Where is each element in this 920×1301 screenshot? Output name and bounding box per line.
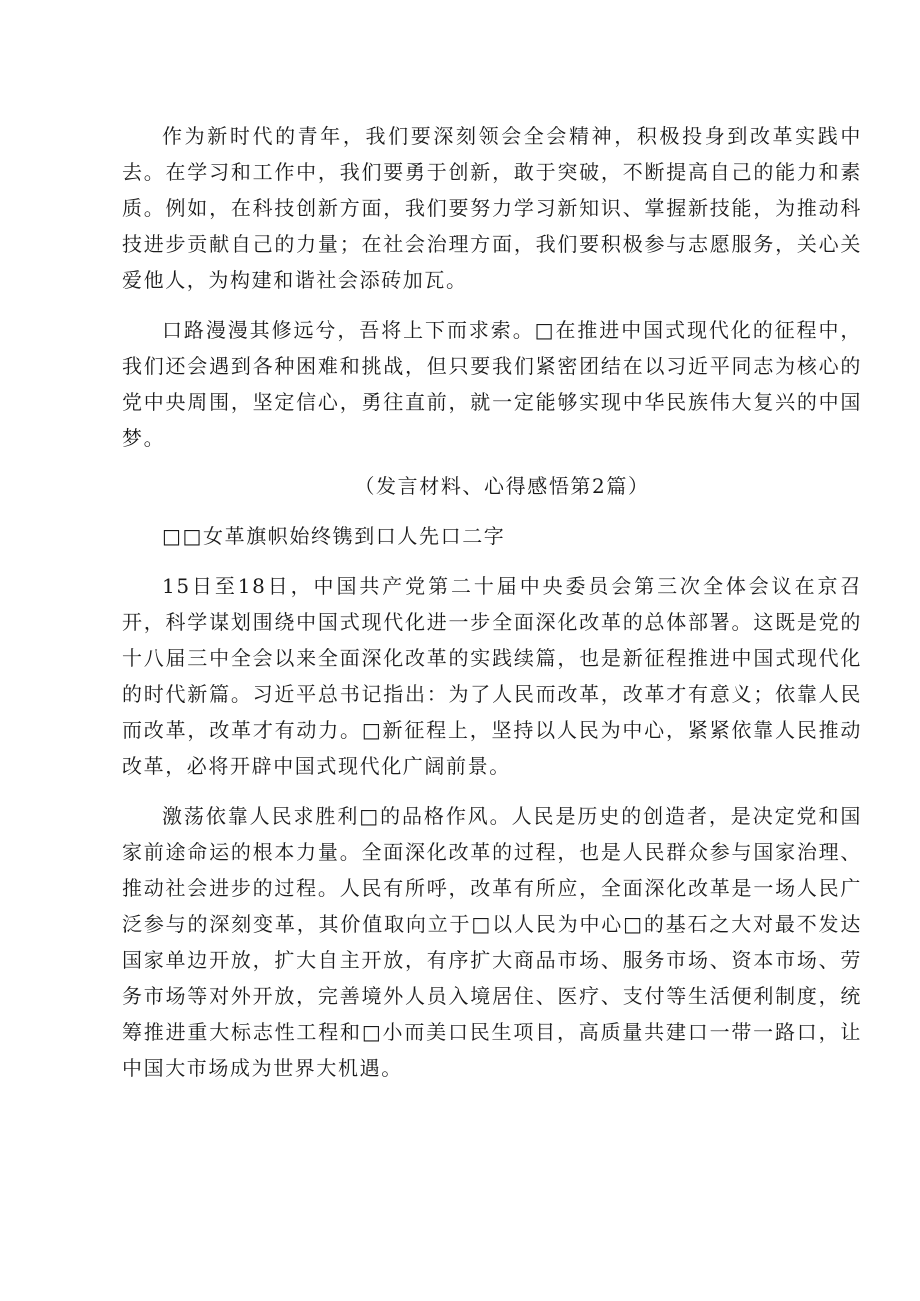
paragraph-plenary-session: 15日至18日，中国共产党第二十届中央委员会第三次全体会议在京召开，科学谋划围绕中国式现代化进一步全面深化改革的总体部署。这既是党的十八届三中全会以来全面深化改革的实践续篇，也是新征程推进中国式现代化的时代新篇。习近平总书记指出：为了人民而改革，改革才有意义；依靠人民而改革，改革才有动力。□新征程上，坚持以人民为中心，紧紧依靠人民推动改革，必将开辟中国式现代化广阔前景。 <box>122 574 862 778</box>
paragraph-long-road: 口路漫漫其修远兮，吾将上下而求索。□在推进中国式现代化的征程中，我们还会遇到各种困难和挑战，但只要我们紧密团结在以习近平同志为核心的党中央周围，坚定信心，勇往直前，就一定能够实现中华民族伟大复兴的中国梦。 <box>122 318 862 450</box>
section-subtitle: □□女革旗帜始终镌到口人先口二字 <box>162 524 506 548</box>
section-heading: （发言材料、心得感悟第2篇） <box>354 474 650 498</box>
paragraph-youth-practice: 作为新时代的青年，我们要深刻领会全会精神，积极投身到改革实践中去。在学习和工作中，我们要勇于创新，敢于突破，不断提高自己的能力和素质。例如，在科技创新方面，我们要努力学习新知识、掌握新技能，为推动科技进步贡献自己的力量；在社会治理方面，我们要积极参与志愿服务，关心关爱他人，为构建和谐社会添砖加瓦。 <box>122 124 862 292</box>
paragraph-people-centered: 激荡依靠人民求胜利□的品格作风。人民是历史的创造者，是决定党和国家前途命运的根本力量。全面深化改革的过程，也是人民群众参与国家治理、推动社会进步的过程。人民有所呼，改革有所应，全面深化改革是一场人民广泛参与的深刻变革，其价值取向立于□以人民为中心□的基石之大对最不发达国家单边开放，扩大自主开放，有序扩大商品市场、服务市场、资本市场、劳务市场等对外开放，完善境外人员入境居住、医疗、支付等生活便利制度，统筹推进重大标志性工程和□小而美口民生项目，高质量共建口一带一路口，让中国大市场成为世界大机遇。 <box>122 804 862 1080</box>
document-body <box>122 118 862 1100</box>
